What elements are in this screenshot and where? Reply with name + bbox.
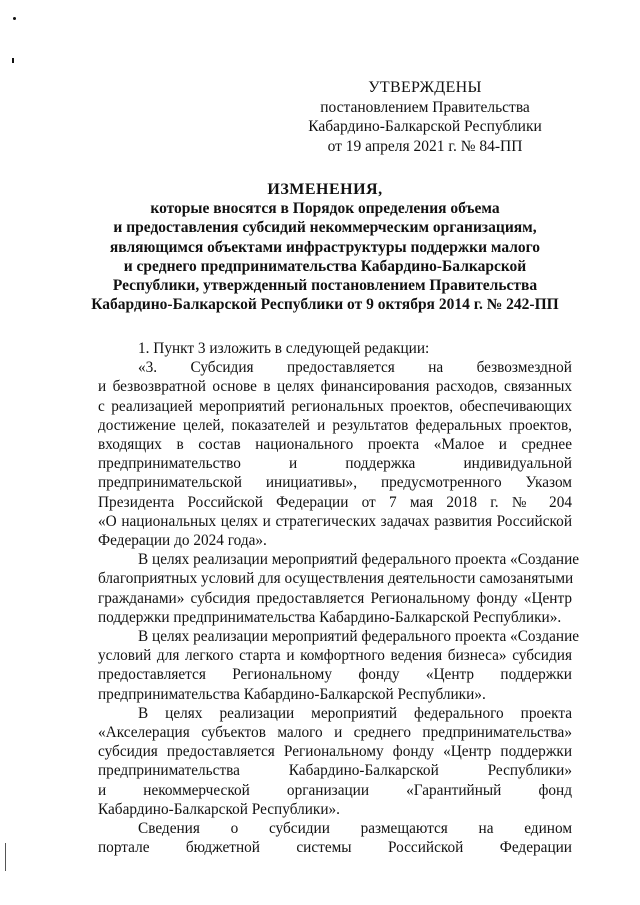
paragraph-line: «О национальных целях и стратегических задачах развития Российской	[98, 512, 572, 530]
scan-artifact	[12, 58, 14, 63]
paragraph	[98, 819, 572, 857]
paragraph-line: портале бюджетной системы Российской Федерации	[98, 839, 572, 857]
paragraph-line: и некоммерческой организации «Гарантийный фонд	[98, 781, 572, 799]
paragraph	[98, 339, 572, 358]
approval-line: Кабардино-Балкарской Республики	[308, 118, 542, 135]
approval-line: постановлением Правительства	[320, 98, 530, 116]
paragraph-line: гражданами» субсидия предоставляется Региональному фонду «Центр	[98, 589, 572, 607]
heading-line: которые вносятся в Порядок определения объема	[150, 200, 500, 218]
paragraph-line: условий для легкого старта и комфортного ведения бизнеса» субсидия	[98, 647, 572, 665]
paragraph-line: «Акселерация субъектов малого и среднего предпринимательства»	[98, 724, 572, 742]
paragraph-line: 1. Пункт 3 изложить в следующей редакции:	[138, 340, 430, 357]
paragraph-line: Сведения о субсидии размещаются на едином	[138, 820, 572, 838]
approval-stamp: УТВЕРЖДЕНЫ	[368, 79, 482, 96]
paragraph-line: предпринимательства Кабардино-Балкарской Республики»	[98, 762, 572, 780]
paragraph-line: «3. Субсидия предоставляется на безвозмездной	[138, 359, 572, 377]
document-title: ИЗМЕНЕНИЯ,	[267, 181, 383, 198]
paragraph-line: с реализацией мероприятий региональных проектов, обеспечивающих	[98, 397, 572, 415]
heading-line: Республики, утвержденный постановлением Правительства	[112, 277, 538, 295]
heading-line: и предоставления субсидий некоммерческим организациям,	[113, 219, 537, 237]
paragraph-line: В целях реализации мероприятий федерального проекта	[138, 704, 572, 722]
document-heading	[80, 180, 570, 314]
paragraph-line: Президента Российской Федерации от 7 мая 2018 г. № 204	[98, 493, 572, 511]
scan-artifact	[5, 843, 6, 871]
paragraph	[98, 550, 580, 627]
heading-line: Кабардино-Балкарской Республики от 9 октября 2014 г. № 242-ПП	[91, 296, 559, 314]
paragraph-line: предпринимательства Кабардино-Балкарской Республики».	[98, 685, 486, 703]
heading-line: являющимся объектами инфраструктуры поддержки малого	[109, 238, 541, 256]
paragraph-line: предпринимательской инициативы», предусмотренного Указом	[98, 474, 572, 492]
approval-block	[300, 78, 550, 156]
paragraph-line: входящих в состав национального проекта «Малое и среднее	[98, 436, 572, 454]
paragraph-quoted-item	[98, 358, 572, 550]
scan-artifact	[13, 17, 16, 20]
paragraph-line: достижение целей, показателей и результатов федеральных проектов,	[98, 416, 572, 434]
paragraph-line: благоприятных условий для осуществления деятельности самозанятыми	[98, 570, 574, 588]
paragraph-line: В целях реализации мероприятий федерального проекта «Создание	[138, 628, 580, 646]
paragraph-line: и безвозвратной основе в целях финансирования расходов, связанных	[98, 378, 572, 396]
paragraph	[98, 627, 580, 704]
paragraph-line: предпринимательство и поддержка индивидуальной	[98, 455, 572, 473]
paragraph	[98, 704, 572, 819]
paragraph-line: субсидия предоставляется Региональному фонду «Центр поддержки	[98, 743, 572, 761]
document-body	[98, 339, 580, 857]
paragraph-line: Кабардино-Балкарской Республики».	[98, 800, 341, 818]
paragraph-line: Федерации до 2024 года».	[98, 532, 267, 550]
heading-line: и среднего предпринимательства Кабардино-Балкарской	[123, 257, 527, 275]
approval-date: от 19 апреля 2021 г. № 84-ПП	[327, 137, 523, 155]
paragraph-line: поддержки предпринимательства Кабардино-Балкарской Республики».	[98, 608, 562, 626]
paragraph-line: В целях реализации мероприятий федерального проекта «Создание	[138, 551, 580, 569]
paragraph-line: предоставляется Региональному фонду «Центр поддержки	[98, 666, 572, 684]
